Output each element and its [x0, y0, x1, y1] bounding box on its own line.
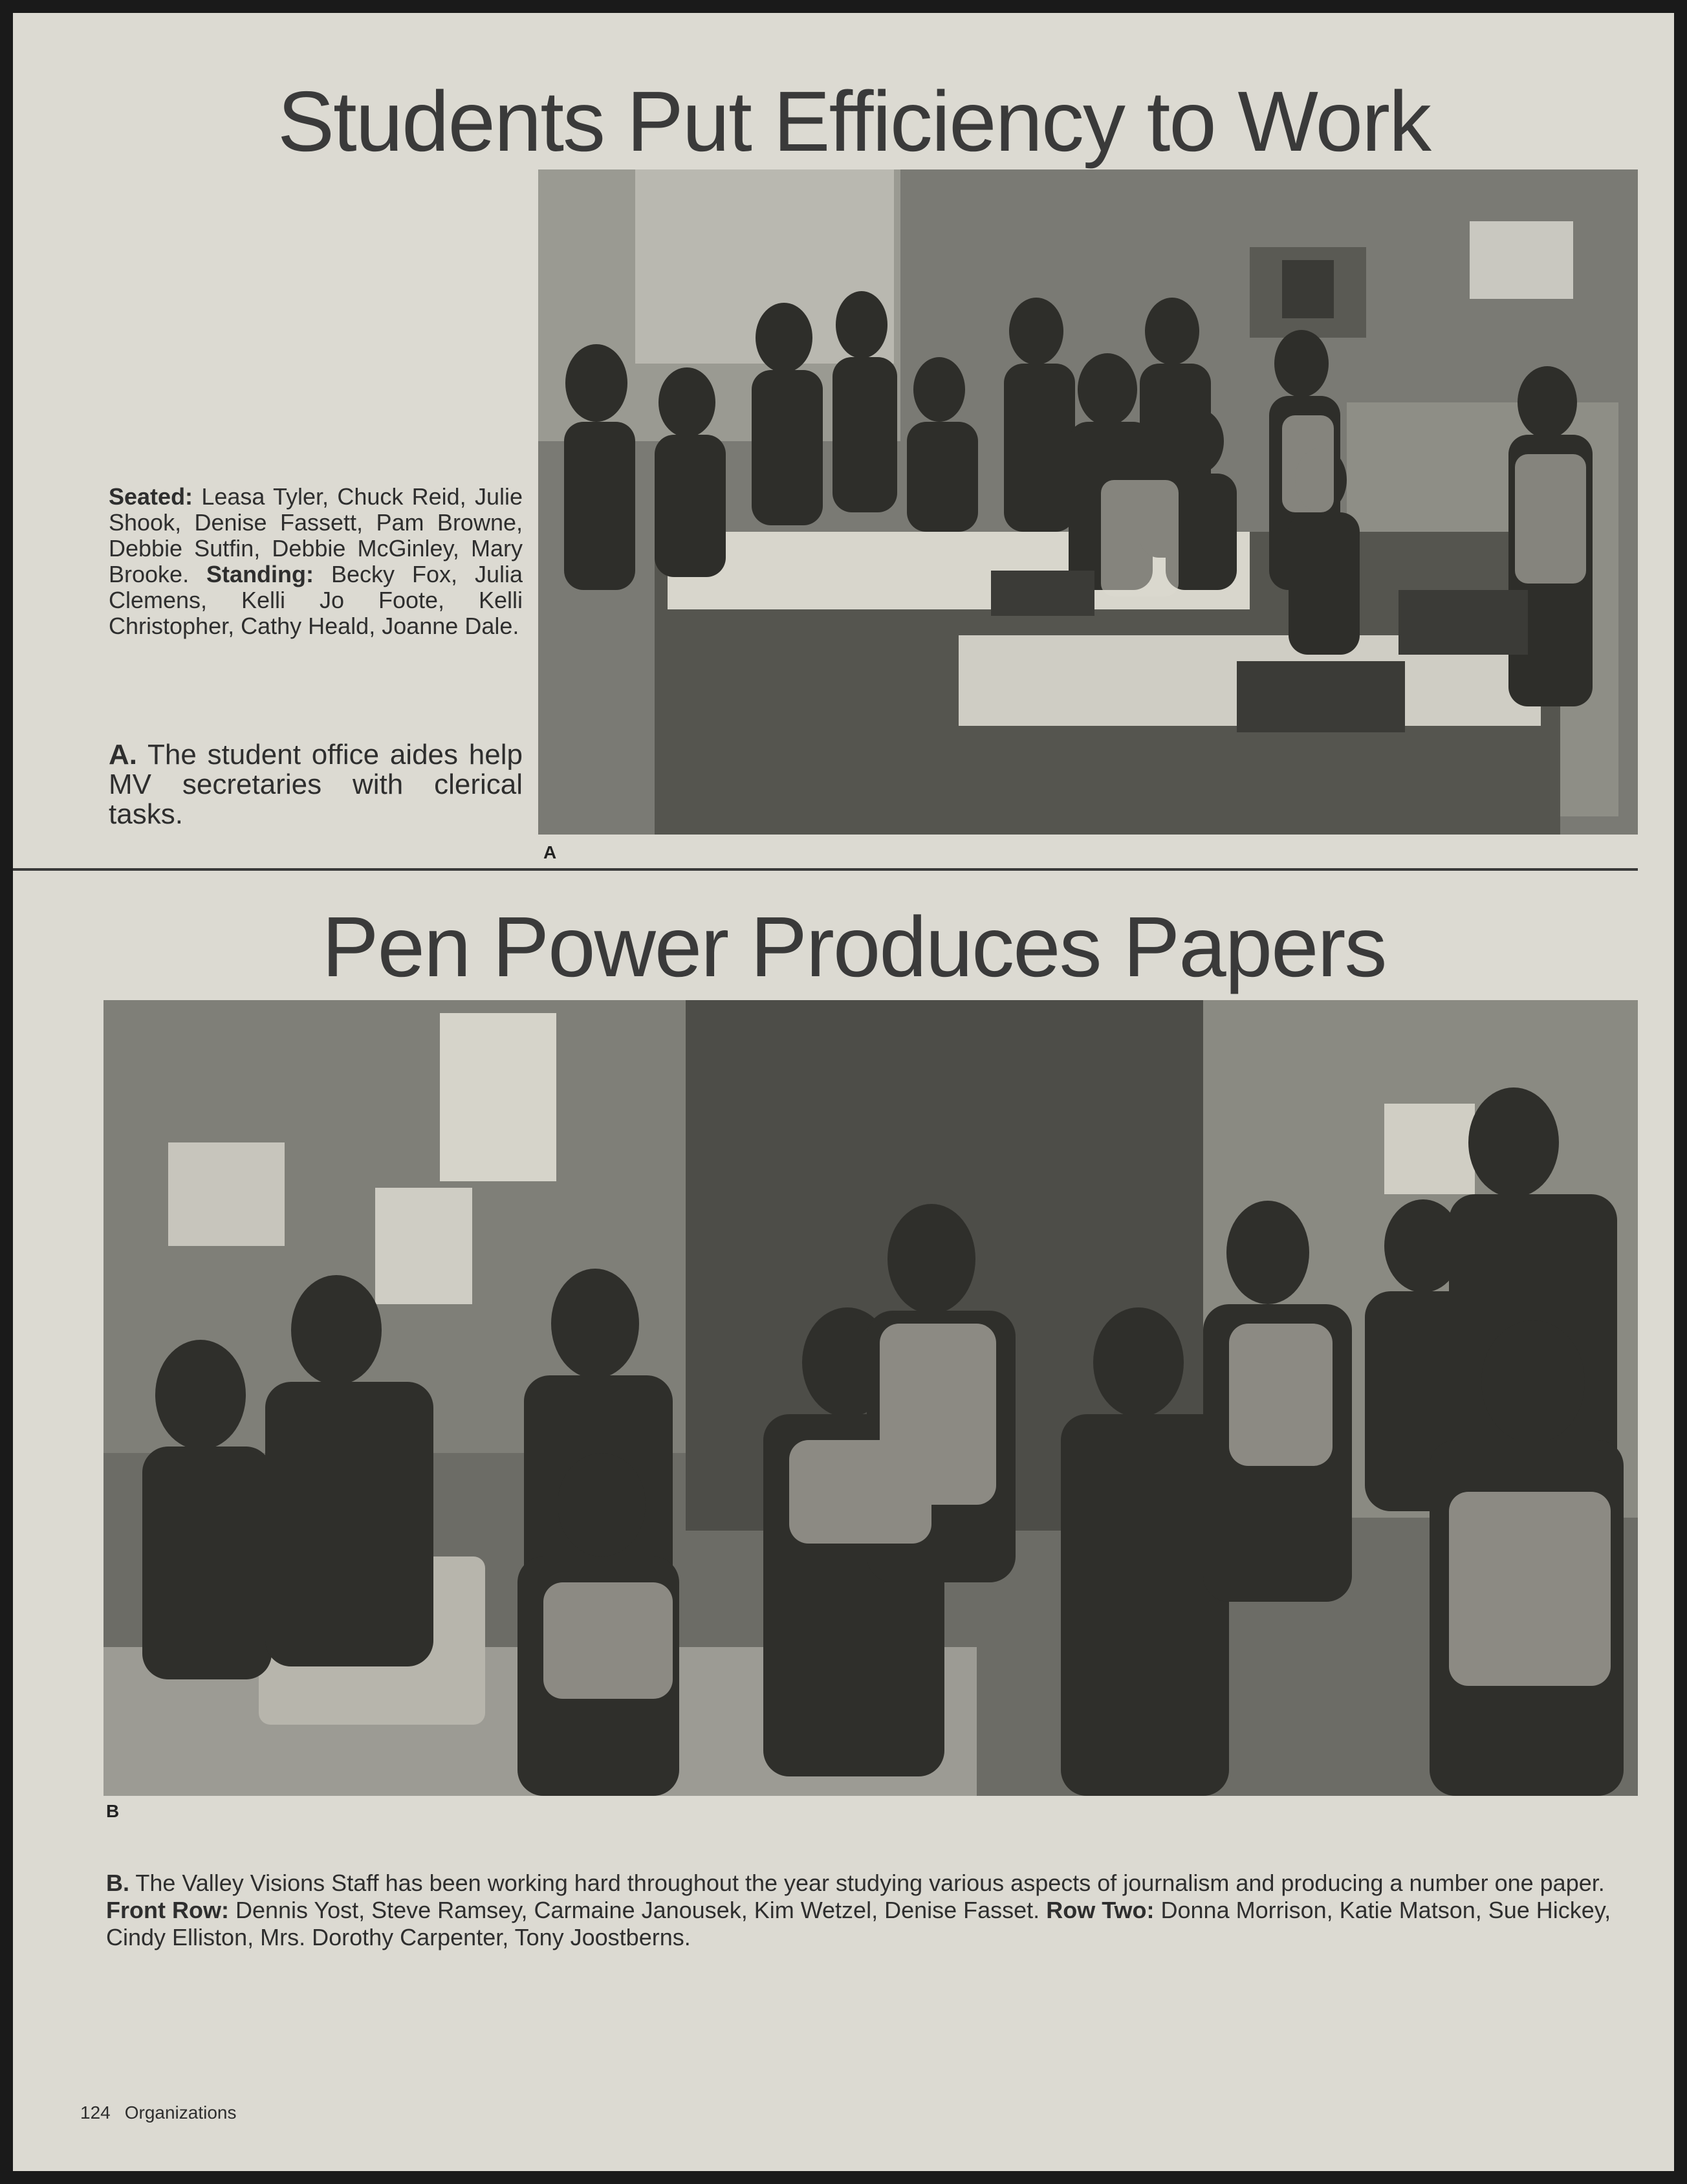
caption-b-letter: B. — [106, 1870, 129, 1896]
photo-office-aides — [538, 169, 1638, 835]
caption-b-text: The Valley Visions Staff has been working hard throughout the year studying various aspects of journalism and producing a number one paper. — [135, 1870, 1605, 1896]
seated-names: Leasa Tyler, Chuck Reid, Julie Shook, Denise Fassett, Pam Browne, Debbie Sutfin, Debbie McGinley, Mary Brooke. — [109, 483, 523, 587]
headline-efficiency: Students Put Efficiency to Work — [277, 74, 1430, 169]
caption-a-text: The student office aides help MV secretaries with clerical tasks. — [109, 739, 523, 830]
photo-label-b: B — [106, 1801, 120, 1821]
row-two-label: Row Two: — [1046, 1897, 1155, 1923]
section-divider — [13, 868, 1638, 871]
photo-newspaper-staff — [103, 1000, 1638, 1796]
caption-a-letter: A. — [109, 739, 137, 770]
seated-label: Seated: — [109, 483, 193, 510]
standing-names: Becky Fox, Julia Clemens, Kelli Jo Foote, Kelli Christopher, Cathy Heald, Joanne Dale. — [109, 561, 523, 639]
caption-office-aides — [109, 740, 523, 829]
caption-newspaper-staff — [106, 1870, 1639, 1951]
page-number: 124 — [80, 2102, 111, 2123]
headline-pen-power: Pen Power Produces Papers — [321, 899, 1386, 994]
photo-newspaper-staff-illustration — [103, 1000, 1638, 1796]
standing-label: Standing: — [206, 561, 314, 587]
section-name: Organizations — [124, 2102, 237, 2123]
row-two-names: Donna Morrison, Katie Matson, Sue Hickey, Cindy Elliston, Mrs. Dorothy Carpenter, Tony Joostberns. — [106, 1897, 1611, 1950]
photo-office-aides-illustration — [538, 169, 1638, 835]
front-row-label: Front Row: — [106, 1897, 229, 1923]
yearbook-page — [13, 13, 1674, 2171]
page-footer — [80, 2102, 250, 2123]
front-row-names: Dennis Yost, Steve Ramsey, Carmaine Janousek, Kim Wetzel, Denise Fasset. — [235, 1897, 1040, 1923]
photo-label-a: A — [543, 842, 557, 862]
caption-office-aides-names — [109, 484, 523, 639]
